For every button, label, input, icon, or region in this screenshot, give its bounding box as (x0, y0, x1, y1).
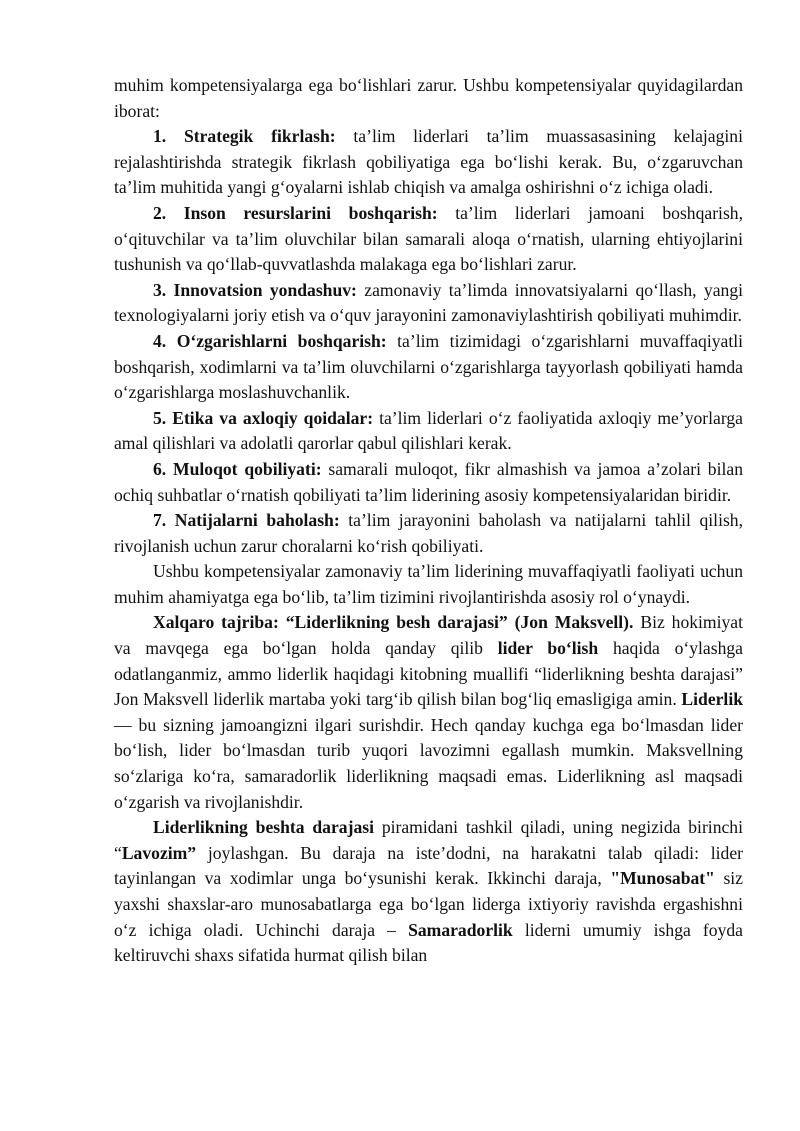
competency-text: ta’lim jarayonini baholash va natijalarni tahlil qilish, rivojlanish uchun zarur choralarni ko‘rish qobiliyati. (114, 510, 743, 556)
competency-label: 2. Inson resurslarini boshqarish: (153, 202, 438, 223)
experience-text: — bu sizning jamoangizni ilgari surishdir. Hech qanday kuchga ega bo‘lmasdan lider bo‘lish, lider bo‘lmasdan turib yuqori lavozimni egallash mumkin. Maksvellning so‘zlariga ko‘ra, samaradorlik liderlikning maqsadi emas. Liderlikning asl maqsadi o‘zgarish va rivojlanishdir. (114, 714, 743, 812)
competency-item-6 (114, 457, 743, 508)
levels-text: joylashgan. Bu daraja na iste’dodni, na harakatni talab qiladi: lider tayinlangan va xodimlar unga bo‘ysunishi kerak. Ikkinchi daraja, (114, 842, 743, 889)
experience-title: Xalqaro tajriba: “Liderlikning besh darajasi” (Jon Maksvell). (153, 612, 634, 633)
intro-text: muhim kompetensiyalarga ega bo‘lishlari zarur. Ushbu kompetensiyalar quyidagilardan iborat: (114, 75, 743, 121)
competency-label: 3. Innovatsion yondashuv: (153, 279, 357, 300)
levels-bold-term: "Munosabat" (610, 868, 715, 889)
competency-text: samarali muloqot, fikr almashish va jamoa a’zolari bilan ochiq suhbatlar o‘rnatish qobiliyati ta’lim liderining asosiy kompetensiyalaridan biridir. (114, 458, 743, 505)
experience-text: haqida o‘ylashga odatlanganmiz, ammo liderlik haqidagi kitobning muallifi “liderlikning beshta darajasi” Jon Maksvell liderlik martaba yoki targ‘ib qilish bilan bog‘liq emasligiga amin. (114, 638, 743, 710)
competency-label: 4. O‘zgarishlarni boshqarish: (153, 330, 387, 351)
competency-text: ta’lim liderlari o‘z faoliyatida axloqiy me’yorlarga amal qilishlari va adolatli qarorlar qabul qilishlari kerak. (114, 407, 743, 454)
competency-item-2 (114, 201, 743, 278)
experience-text: Biz hokimiyat va mavqega ega bo‘lgan holda qanday qilib (114, 612, 744, 659)
competency-label: 6. Muloqot qobiliyati: (153, 458, 322, 479)
competency-text: ta’lim liderlari ta’lim muassasasining kelajagini rejalashtirishda strategik fikrlash qobiliyatiga ega bo‘lishi kerak. Bu, o‘zgaruvchan ta’lim muhitida yangi g‘oyalarni ishlab chiqish va amalga oshirishni o‘z ichiga oladi. (114, 126, 743, 198)
summary-text: Ushbu kompetensiyalar zamonaviy ta’lim liderining muvaffaqiyatli faoliyati uchun muhim ahamiyatga ega bo‘lib, ta’lim tizimini rivojlantirishda asosiy rol o‘ynaydi. (114, 561, 743, 607)
intro-paragraph (114, 73, 743, 124)
experience-paragraph (114, 610, 743, 815)
competency-text: ta’lim tizimidagi o‘zgarishlarni muvaffaqiyatli boshqarish, xodimlarni va ta’lim oluvchilarni o‘zgarishlarga tayyorlash qobiliyati hamda o‘zgarishlarga moslashuvchanlik. (114, 330, 743, 403)
levels-bold-term: Lavozim” (121, 842, 197, 863)
levels-text: liderni umumiy ishga foyda keltiruvchi shaxs sifatida hurmat qilish bilan (114, 919, 743, 966)
competency-item-5 (114, 406, 743, 457)
competency-item-3 (114, 278, 743, 329)
levels-paragraph (114, 815, 743, 969)
levels-bold-term: Liderlikning beshta darajasi (153, 817, 374, 838)
levels-text: piramidani tashkil qiladi, uning negizida birinchi “ (114, 817, 743, 863)
competency-item-1 (114, 124, 743, 201)
competency-label: 1. Strategik fikrlash: (153, 126, 336, 147)
competency-item-4 (114, 329, 743, 406)
levels-bold-term: Samaradorlik (408, 919, 513, 940)
experience-bold-term: lider bo‘lish (497, 638, 599, 659)
levels-text: siz yaxshi shaxslar-aro munosabatlarga ega bo‘lgan liderga ixtiyoriy ravishda ergashishni o‘z ichiga oladi. Uchinchi daraja – (114, 868, 743, 940)
summary-paragraph (114, 559, 743, 610)
competency-text: ta’lim liderlari jamoani boshqarish, o‘qituvchilar va ta’lim oluvchilar bilan samarali aloqa o‘rnatish, ularning ehtiyojlarini tushunish va qo‘llab-quvvatlashda malakaga ega bo‘lishlari zarur. (114, 202, 743, 275)
competency-text: zamonaviy ta’limda innovatsiyalarni qo‘llash, yangi texnologiyalarni joriy etish va o‘quv jarayonini zamonaviylashtirish qobiliyati muhimdir. (114, 279, 744, 326)
experience-bold-term: Liderlik (681, 689, 743, 710)
competency-label: 7. Natijalarni baholash: (153, 510, 340, 531)
competency-item-7 (114, 508, 743, 559)
competency-label: 5. Etika va axloqiy qoidalar: (153, 407, 374, 428)
document-page (114, 73, 743, 969)
